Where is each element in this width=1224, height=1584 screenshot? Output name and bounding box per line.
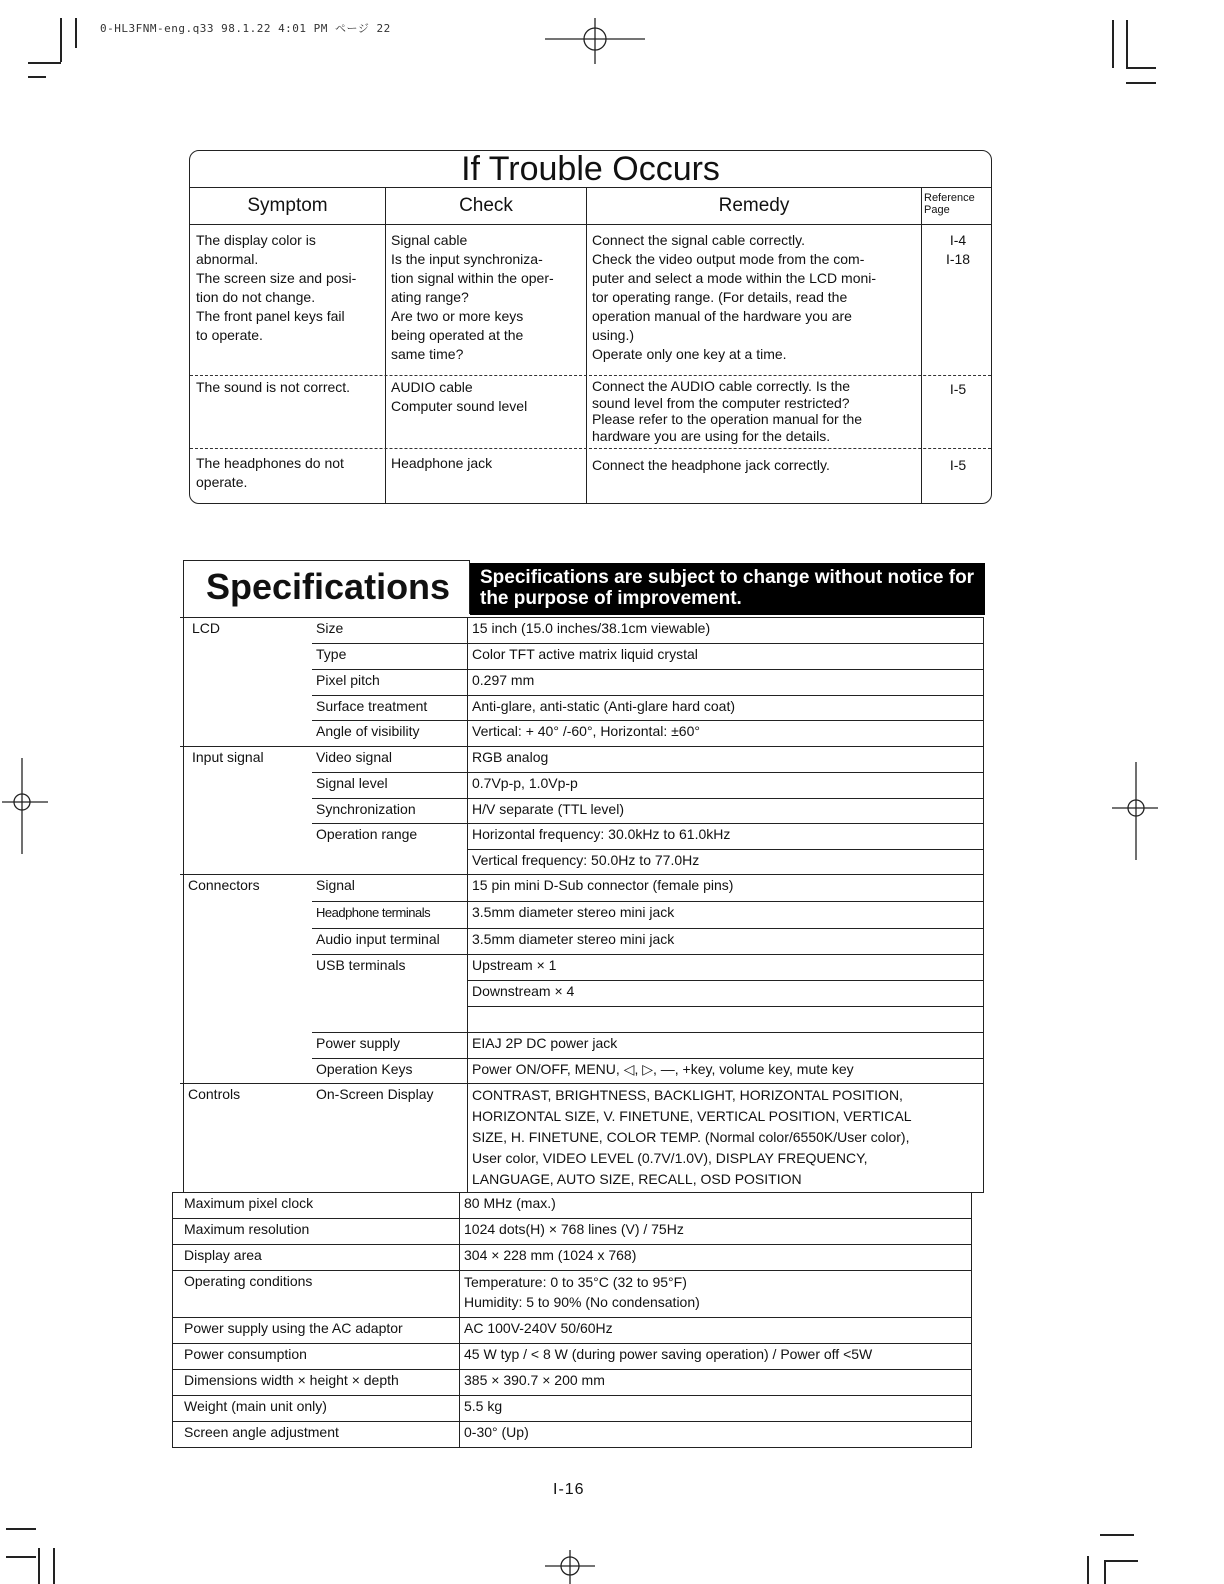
spec-value: 0.297 mm [472,672,535,688]
spec-value: 80 MHz (max.) [464,1195,556,1211]
spec-value: 385 × 390.7 × 200 mm [464,1372,605,1388]
spec-category: Maximum pixel clock [184,1195,314,1211]
spec-value-cell [459,1270,972,1318]
trouble-row-3-check: Headphone jack [391,455,493,471]
spec-value-cell [467,798,984,824]
spec-value: 304 × 228 mm (1024 x 768) [464,1247,637,1263]
trouble-row-1-symptom: The display color is abnormal. The screen size and posi- tion do not change. The front panel keys fail to operate. [196,232,357,343]
spec-item: Audio input terminal [316,931,440,947]
spec-value-cell [467,849,984,875]
trouble-row-2-check: AUDIO cable Computer sound level [391,379,528,414]
spec-value-cell [459,1369,972,1396]
spec-value-cell [467,928,984,955]
spec-value: RGB analog [472,749,549,765]
spec-value-cell [467,1006,984,1033]
spec-value-cell [467,901,984,929]
spec-category: Display area [184,1247,262,1263]
spec-item: Headphone terminals [316,905,431,920]
spec-value-cell [459,1343,972,1370]
spec-item: Angle of visibility [316,723,420,739]
spec-value: 15 pin mini D-Sub connector (female pins) [472,877,734,893]
registration-mark-left [2,758,48,854]
trouble-row-3-remedy: Connect the headphone jack correctly. [592,457,830,473]
spec-value-cell [459,1421,972,1448]
spec-value: 15 inch (15.0 inches/38.1cm viewable) [472,620,711,636]
trouble-table [189,150,992,504]
trouble-row-1-remedy: Connect the signal cable correctly. Check the video output mode from the com- puter and select a mode within the LCD moni- tor operating range. (For details, read the operation manual of the hardware you are using.) Operate only one key at a time. [592,232,877,362]
spec-value: 1024 dots(H) × 768 lines (V) / 75Hz [464,1221,684,1237]
spec-value-cell [459,1395,972,1422]
page-number: I-16 [553,1481,585,1498]
spec-category: Power consumption [184,1346,307,1362]
spec-item: Operation Keys [316,1061,413,1077]
spec-value: Temperature: 0 to 35°C (32 to 95°F) Humidity: 5 to 90% (No condensation) [464,1274,700,1310]
spec-value-cell [459,1244,972,1271]
registration-mark-bottom [545,1548,595,1584]
spec-value: Anti-glare, anti-static (Anti-glare hard coat) [472,698,735,714]
spec-item: Video signal [316,749,393,765]
trouble-row-2-symptom: The sound is not correct. [196,379,351,395]
spec-value-cell [467,617,984,644]
spec-value: EIAJ 2P DC power jack [472,1035,618,1051]
specifications-notice: Specifications are subject to change without notice for the purpose of improvement. [470,563,985,615]
spec-value: 0-30° (Up) [464,1424,529,1440]
spec-value-cell [467,1083,984,1193]
spec-category: Connectors [188,877,260,893]
specifications-title: Specifications [183,560,470,614]
registration-mark-right [1112,762,1158,860]
spec-item: On-Screen Display [316,1086,434,1102]
trouble-title: If Trouble Occurs [190,151,991,188]
spec-value: Upstream × 1 [472,957,557,973]
spec-value-cell [467,643,984,670]
header-check: Check [459,195,513,216]
spec-value-cell [459,1192,972,1219]
spec-category: Input signal [192,749,264,765]
spec-value-cell [467,1032,984,1059]
registration-mark-top [545,18,645,64]
spec-category: Screen angle adjustment [184,1424,339,1440]
spec-item: Pixel pitch [316,672,380,688]
spec-value-cell [467,772,984,799]
header-symptom: Symptom [247,195,328,216]
trouble-row-3-symptom: The headphones do not operate. [196,455,344,490]
spec-item: Operation range [316,826,418,842]
spec-value: 0.7Vp-p, 1.0Vp-p [472,775,578,791]
trouble-grid [190,188,991,503]
spec-value: Vertical: + 40° /-60°, Horizontal: ±60° [472,723,700,739]
spec-value: Color TFT active matrix liquid crystal [472,646,698,662]
spec-value-cell [467,720,984,747]
spec-value-cell [467,980,984,1007]
spec-value: Vertical frequency: 50.0Hz to 77.0Hz [472,852,700,868]
spec-value-cell [467,695,984,721]
spec-item: Signal level [316,775,388,791]
spec-value-cell [459,1218,972,1245]
spec-value: 3.5mm diameter stereo mini jack [472,904,675,920]
spec-category: Weight (main unit only) [184,1398,327,1414]
spec-value: Horizontal frequency: 30.0kHz to 61.0kHz [472,826,731,842]
spec-item: USB terminals [316,957,406,973]
spec-item: Type [316,646,347,662]
spec-value-cell [467,1058,984,1084]
spec-item: Size [316,620,344,636]
spec-item: Power supply [316,1035,401,1051]
spec-item: Surface treatment [316,698,428,714]
trouble-row-2-remedy: Connect the AUDIO cable correctly. Is the sound level from the computer restricted? Please refer to the operation manual for the hardware you are using for the details. [592,378,863,444]
spec-value: H/V separate (TTL level) [472,801,624,817]
spec-item: Synchronization [316,801,416,817]
spec-category: Controls [188,1086,241,1102]
spec-value: CONTRAST, BRIGHTNESS, BACKLIGHT, HORIZONTAL POSITION, HORIZONTAL SIZE, V. FINETUNE, VERTICAL POSITION, VERTICAL SIZE, H. FINETUNE, COLOR TEMP. (Normal color/6550K/User color), User color, VIDEO LEVEL (0.7V/1.0V), DISPLAY FREQUENCY, LANGUAGE, AUTO SIZE, RECALL, OSD POSITION [472,1087,912,1187]
spec-category: Power supply using the AC adaptor [184,1320,403,1336]
spec-category: Dimensions width × height × depth [184,1372,399,1388]
spec-value: 3.5mm diameter stereo mini jack [472,931,675,947]
spec-value: Downstream × 4 [472,983,575,999]
header-remedy: Remedy [718,195,790,216]
file-stamp: 0-HL3FNM-eng.q33 98.1.22 4:01 PM ページ 22 [100,22,391,35]
spec-item: Signal [316,877,355,893]
trouble-row-3-reference: I-5 [949,457,967,473]
spec-value: Power ON/OFF, MENU, ◁, ▷, —, +key, volume key, mute key [472,1061,854,1077]
spec-category: Operating conditions [184,1273,313,1289]
trouble-row-1-check: Signal cable Is the input synchroniza- tion signal within the oper- ating range? Are two or more keys being operated at the same time? [391,232,554,362]
spec-category: LCD [192,620,221,636]
spec-value-cell [467,823,984,850]
spec-value-cell [467,669,984,696]
spec-value-cell [467,746,984,773]
spec-value-cell [467,874,984,902]
spec-value-cell [459,1317,972,1344]
header-reference-page: Reference Page [924,192,975,216]
spec-value: 5.5 kg [464,1398,503,1414]
spec-category: Maximum resolution [184,1221,310,1237]
spec-value: 45 W typ / < 8 W (during power saving operation) / Power off <5W [464,1346,873,1362]
trouble-row-2-reference: I-5 [949,381,967,397]
spec-value: AC 100V-240V 50/60Hz [464,1320,613,1336]
spec-value-cell [467,954,984,981]
trouble-row-1-reference: I-4 I-18 [945,232,971,267]
